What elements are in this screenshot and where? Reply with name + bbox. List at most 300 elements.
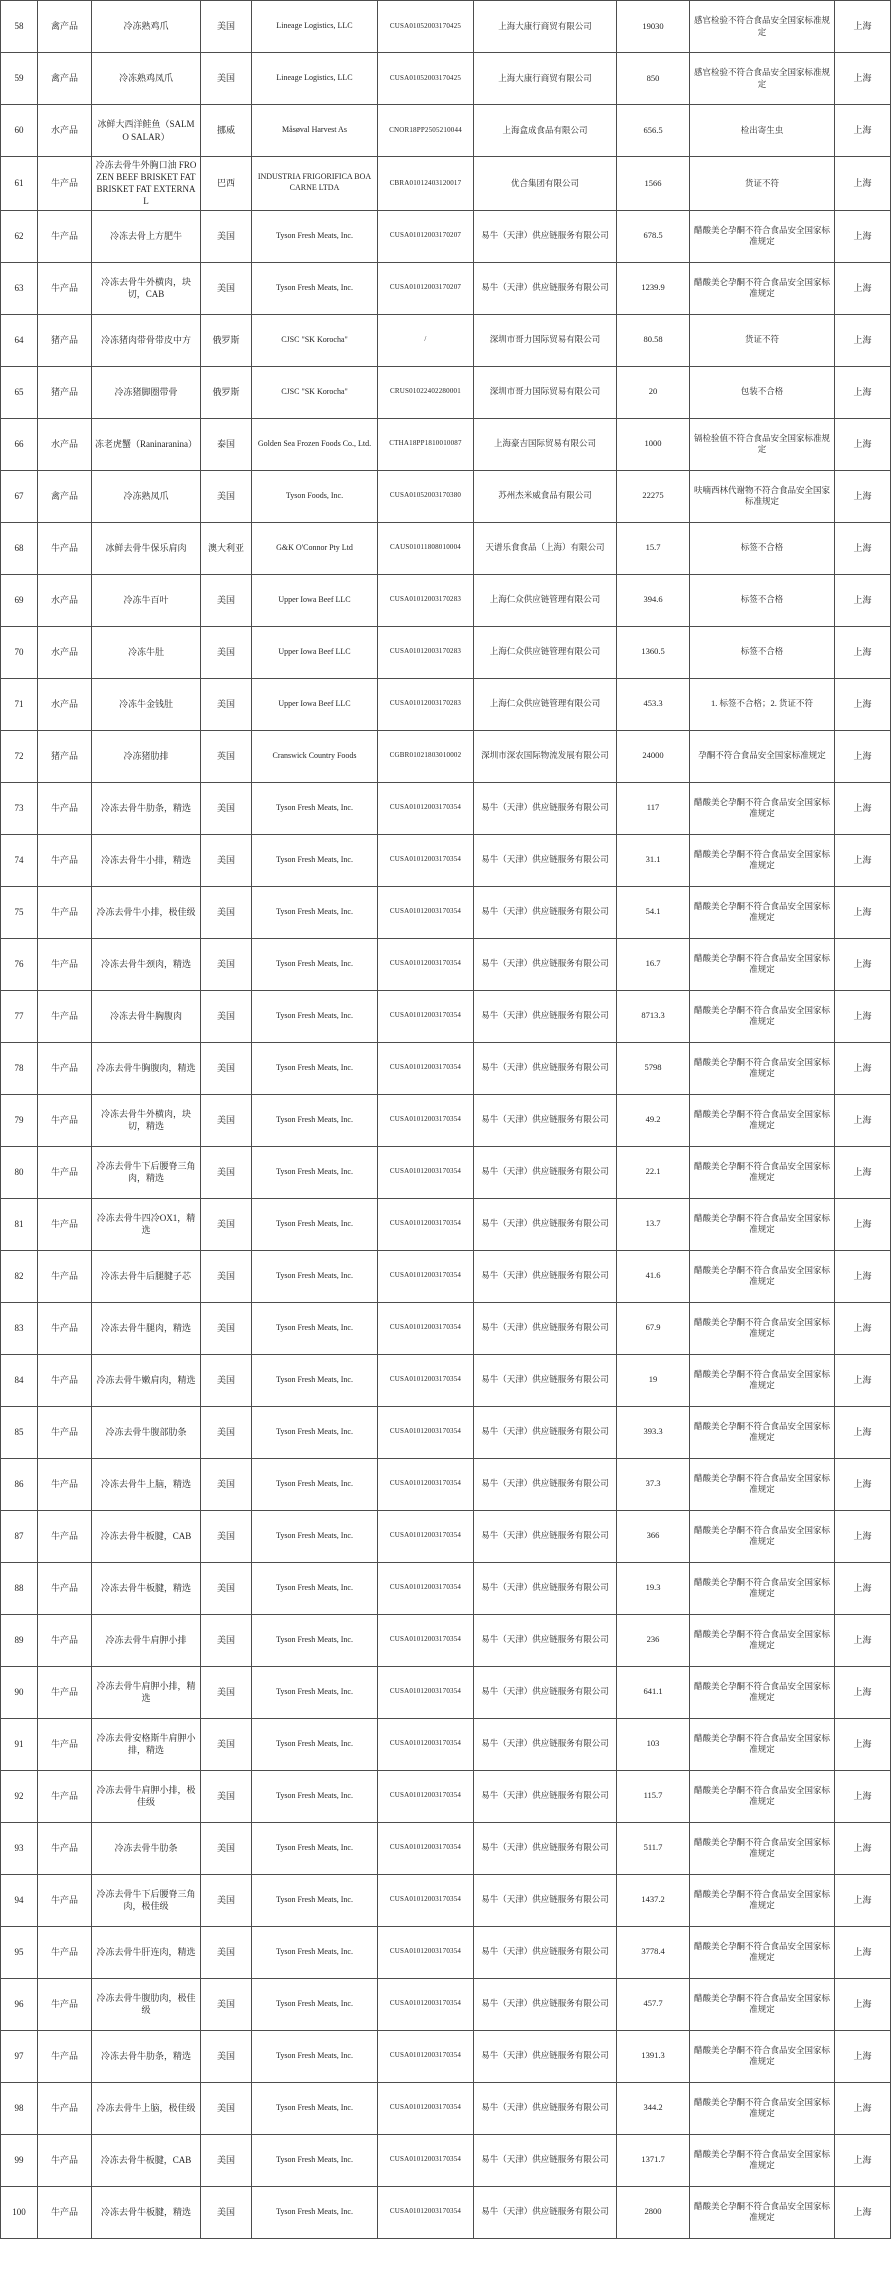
cell-row-number: 64 [1, 314, 38, 366]
cell-product-category: 牛产品 [38, 1666, 92, 1718]
cell-registration-number: CUSA01012003170354 [378, 2082, 474, 2134]
table-row [1, 366, 891, 418]
cell-product-name: 冰鲜去骨牛保乐肩肉 [92, 522, 201, 574]
cell-manufacturer: Lineage Logistics, LLC [252, 1, 378, 53]
cell-quantity: 236 [617, 1614, 690, 1666]
cell-registration-number: CUSA01012003170283 [378, 626, 474, 678]
cell-origin-country: 美国 [201, 2186, 252, 2238]
cell-importer: 易牛（天津）供应链服务有限公司 [474, 2186, 617, 2238]
cell-product-category: 猪产品 [38, 730, 92, 782]
cell-product-name: 冷冻猪肉带骨带皮中方 [92, 314, 201, 366]
cell-entry-port: 上海 [835, 1250, 891, 1302]
cell-origin-country: 美国 [201, 1978, 252, 2030]
cell-origin-country: 美国 [201, 1, 252, 53]
cell-registration-number: CUSA01012003170354 [378, 2134, 474, 2186]
cell-rejection-reason: 标签不合格 [690, 522, 835, 574]
cell-manufacturer: Tyson Fresh Meats, Inc. [252, 1094, 378, 1146]
cell-entry-port: 上海 [835, 1510, 891, 1562]
cell-rejection-reason: 醋酸美仑孕酮不符合食品安全国家标准规定 [690, 938, 835, 990]
cell-row-number: 92 [1, 1770, 38, 1822]
cell-importer: 易牛（天津）供应链服务有限公司 [474, 1250, 617, 1302]
cell-origin-country: 美国 [201, 2030, 252, 2082]
cell-importer: 易牛（天津）供应链服务有限公司 [474, 886, 617, 938]
cell-importer: 易牛（天津）供应链服务有限公司 [474, 1926, 617, 1978]
cell-rejection-reason: 醋酸美仑孕酮不符合食品安全国家标准规定 [690, 1302, 835, 1354]
cell-product-name: 冷冻熟鸡凤爪 [92, 53, 201, 105]
table-row [1, 210, 891, 262]
cell-quantity: 19030 [617, 1, 690, 53]
table-row [1, 2134, 891, 2186]
cell-product-category: 牛产品 [38, 1302, 92, 1354]
table-row [1, 1302, 891, 1354]
table-row [1, 886, 891, 938]
cell-entry-port: 上海 [835, 1, 891, 53]
cell-registration-number: CUSA01012003170354 [378, 834, 474, 886]
cell-product-category: 牛产品 [38, 1978, 92, 2030]
cell-row-number: 96 [1, 1978, 38, 2030]
cell-importer: 易牛（天津）供应链服务有限公司 [474, 1562, 617, 1614]
cell-product-name: 冷冻去骨牛肩胛小排 [92, 1614, 201, 1666]
cell-row-number: 83 [1, 1302, 38, 1354]
cell-rejection-reason: 醋酸美仑孕酮不符合食品安全国家标准规定 [690, 1562, 835, 1614]
cell-entry-port: 上海 [835, 157, 891, 211]
cell-importer: 上海豪吉国际贸易有限公司 [474, 418, 617, 470]
table-row [1, 1250, 891, 1302]
cell-importer: 易牛（天津）供应链服务有限公司 [474, 1042, 617, 1094]
cell-manufacturer: Upper Iowa Beef LLC [252, 626, 378, 678]
cell-product-name: 冷冻熟凤爪 [92, 470, 201, 522]
cell-entry-port: 上海 [835, 53, 891, 105]
cell-product-category: 牛产品 [38, 522, 92, 574]
cell-origin-country: 美国 [201, 2134, 252, 2186]
table-row [1, 262, 891, 314]
cell-product-name: 冷冻去骨牛肋条 [92, 1822, 201, 1874]
table-row [1, 1146, 891, 1198]
cell-row-number: 90 [1, 1666, 38, 1718]
cell-entry-port: 上海 [835, 938, 891, 990]
cell-registration-number: CUSA01012003170354 [378, 1822, 474, 1874]
cell-manufacturer: Tyson Fresh Meats, Inc. [252, 782, 378, 834]
cell-row-number: 80 [1, 1146, 38, 1198]
cell-entry-port: 上海 [835, 2030, 891, 2082]
cell-manufacturer: Tyson Fresh Meats, Inc. [252, 1406, 378, 1458]
cell-entry-port: 上海 [835, 366, 891, 418]
cell-quantity: 1566 [617, 157, 690, 211]
cell-importer: 易牛（天津）供应链服务有限公司 [474, 2134, 617, 2186]
cell-rejection-reason: 醋酸美仑孕酮不符合食品安全国家标准规定 [690, 262, 835, 314]
cell-rejection-reason: 呋喃西林代谢物不符合食品安全国家标准规定 [690, 470, 835, 522]
cell-row-number: 70 [1, 626, 38, 678]
cell-origin-country: 泰国 [201, 418, 252, 470]
cell-product-category: 牛产品 [38, 1562, 92, 1614]
cell-product-category: 牛产品 [38, 1926, 92, 1978]
cell-importer: 易牛（天津）供应链服务有限公司 [474, 1666, 617, 1718]
cell-row-number: 69 [1, 574, 38, 626]
cell-manufacturer: Tyson Fresh Meats, Inc. [252, 1666, 378, 1718]
cell-registration-number: CNOR18PP2505210044 [378, 105, 474, 157]
cell-manufacturer: Tyson Fresh Meats, Inc. [252, 1042, 378, 1094]
cell-row-number: 68 [1, 522, 38, 574]
cell-entry-port: 上海 [835, 1302, 891, 1354]
cell-product-name: 冷冻牛百叶 [92, 574, 201, 626]
cell-rejection-reason: 1. 标签不合格；2. 货证不符 [690, 678, 835, 730]
cell-registration-number: CUSA01012003170354 [378, 2186, 474, 2238]
cell-quantity: 5798 [617, 1042, 690, 1094]
cell-registration-number: CUSA01012003170354 [378, 1718, 474, 1770]
table-row [1, 1666, 891, 1718]
cell-rejection-reason: 醋酸美仑孕酮不符合食品安全国家标准规定 [690, 1094, 835, 1146]
cell-entry-port: 上海 [835, 574, 891, 626]
cell-product-category: 牛产品 [38, 2082, 92, 2134]
cell-quantity: 115.7 [617, 1770, 690, 1822]
cell-product-name: 冷冻去骨牛外胸口油 FROZEN BEEF BRISKET FAT BRISKET FAT EXTERNAL [92, 157, 201, 211]
cell-importer: 易牛（天津）供应链服务有限公司 [474, 1874, 617, 1926]
cell-product-category: 牛产品 [38, 1458, 92, 1510]
cell-product-category: 牛产品 [38, 782, 92, 834]
cell-rejection-reason: 醋酸美仑孕酮不符合食品安全国家标准规定 [690, 1250, 835, 1302]
cell-rejection-reason: 醋酸美仑孕酮不符合食品安全国家标准规定 [690, 1458, 835, 1510]
cell-registration-number: CUSA01012003170354 [378, 1406, 474, 1458]
cell-entry-port: 上海 [835, 834, 891, 886]
cell-manufacturer: CJSC "SK Korocha" [252, 314, 378, 366]
cell-product-category: 水产品 [38, 105, 92, 157]
cell-registration-number: CGBR01021803010002 [378, 730, 474, 782]
cell-product-name: 冻老虎蟹（Raninaranina） [92, 418, 201, 470]
cell-origin-country: 美国 [201, 1146, 252, 1198]
table-row [1, 1978, 891, 2030]
cell-importer: 易牛（天津）供应链服务有限公司 [474, 1978, 617, 2030]
cell-quantity: 15.7 [617, 522, 690, 574]
cell-product-name: 冷冻去骨牛小排，精选 [92, 834, 201, 886]
cell-registration-number: CUSA01012003170354 [378, 782, 474, 834]
cell-importer: 易牛（天津）供应链服务有限公司 [474, 1770, 617, 1822]
cell-origin-country: 美国 [201, 1250, 252, 1302]
cell-entry-port: 上海 [835, 1042, 891, 1094]
cell-rejection-reason: 醋酸美仑孕酮不符合食品安全国家标准规定 [690, 1978, 835, 2030]
cell-product-category: 牛产品 [38, 1770, 92, 1822]
cell-origin-country: 美国 [201, 53, 252, 105]
cell-quantity: 850 [617, 53, 690, 105]
cell-product-category: 牛产品 [38, 2030, 92, 2082]
cell-product-category: 牛产品 [38, 1406, 92, 1458]
cell-product-name: 冷冻牛金钱肚 [92, 678, 201, 730]
cell-row-number: 81 [1, 1198, 38, 1250]
cell-product-category: 牛产品 [38, 938, 92, 990]
table-row [1, 782, 891, 834]
cell-product-category: 禽产品 [38, 1, 92, 53]
cell-registration-number: CUSA01012003170283 [378, 574, 474, 626]
cell-manufacturer: Tyson Fresh Meats, Inc. [252, 886, 378, 938]
cell-manufacturer: Tyson Fresh Meats, Inc. [252, 1614, 378, 1666]
cell-origin-country: 美国 [201, 626, 252, 678]
cell-manufacturer: Tyson Fresh Meats, Inc. [252, 938, 378, 990]
cell-row-number: 91 [1, 1718, 38, 1770]
cell-registration-number: CUSA01012003170283 [378, 678, 474, 730]
cell-quantity: 22275 [617, 470, 690, 522]
table-row [1, 1822, 891, 1874]
cell-manufacturer: Tyson Fresh Meats, Inc. [252, 1354, 378, 1406]
cell-importer: 易牛（天津）供应链服务有限公司 [474, 1822, 617, 1874]
cell-registration-number: CUSA01012003170354 [378, 990, 474, 1042]
cell-row-number: 79 [1, 1094, 38, 1146]
cell-quantity: 1371.7 [617, 2134, 690, 2186]
table-row [1, 990, 891, 1042]
cell-quantity: 393.3 [617, 1406, 690, 1458]
cell-origin-country: 美国 [201, 1354, 252, 1406]
cell-manufacturer: Måsøval Harvest As [252, 105, 378, 157]
cell-importer: 易牛（天津）供应链服务有限公司 [474, 1510, 617, 1562]
cell-entry-port: 上海 [835, 1978, 891, 2030]
cell-manufacturer: Lineage Logistics, LLC [252, 53, 378, 105]
cell-product-category: 水产品 [38, 626, 92, 678]
cell-row-number: 98 [1, 2082, 38, 2134]
cell-manufacturer: Tyson Fresh Meats, Inc. [252, 1458, 378, 1510]
unqualified-food-table-body [1, 1, 891, 2239]
cell-row-number: 62 [1, 210, 38, 262]
table-row [1, 2186, 891, 2238]
cell-product-name: 冷冻去骨牛肩胛小排，精选 [92, 1666, 201, 1718]
cell-importer: 易牛（天津）供应链服务有限公司 [474, 1718, 617, 1770]
table-row [1, 1718, 891, 1770]
table-row [1, 730, 891, 782]
cell-entry-port: 上海 [835, 1822, 891, 1874]
cell-quantity: 80.58 [617, 314, 690, 366]
cell-product-category: 猪产品 [38, 366, 92, 418]
cell-origin-country: 美国 [201, 678, 252, 730]
cell-row-number: 76 [1, 938, 38, 990]
cell-row-number: 82 [1, 1250, 38, 1302]
cell-product-name: 冷冻猪脚圈带骨 [92, 366, 201, 418]
cell-quantity: 20 [617, 366, 690, 418]
cell-product-category: 牛产品 [38, 1354, 92, 1406]
cell-row-number: 60 [1, 105, 38, 157]
cell-importer: 易牛（天津）供应链服务有限公司 [474, 1198, 617, 1250]
cell-product-name: 冷冻去骨牛肩胛小排，极佳级 [92, 1770, 201, 1822]
cell-origin-country: 美国 [201, 2082, 252, 2134]
table-row [1, 314, 891, 366]
cell-rejection-reason: 醋酸美仑孕酮不符合食品安全国家标准规定 [690, 2082, 835, 2134]
cell-product-category: 猪产品 [38, 314, 92, 366]
cell-origin-country: 美国 [201, 574, 252, 626]
cell-product-name: 冷冻去骨牛上脑，极佳级 [92, 2082, 201, 2134]
cell-entry-port: 上海 [835, 1718, 891, 1770]
cell-quantity: 24000 [617, 730, 690, 782]
cell-row-number: 97 [1, 2030, 38, 2082]
cell-rejection-reason: 醋酸美仑孕酮不符合食品安全国家标准规定 [690, 2134, 835, 2186]
cell-importer: 深圳市哥力国际贸易有限公司 [474, 366, 617, 418]
cell-quantity: 678.5 [617, 210, 690, 262]
cell-product-name: 冷冻去骨牛下后腰脊三角肉，精选 [92, 1146, 201, 1198]
cell-product-name: 冷冻去骨牛颈肉，精选 [92, 938, 201, 990]
table-row [1, 1458, 891, 1510]
cell-importer: 易牛（天津）供应链服务有限公司 [474, 2030, 617, 2082]
cell-importer: 上海仁众供应链管理有限公司 [474, 626, 617, 678]
cell-product-name: 冷冻去骨牛板腱，CAB [92, 2134, 201, 2186]
cell-registration-number: CAUS01011808010004 [378, 522, 474, 574]
cell-origin-country: 俄罗斯 [201, 314, 252, 366]
cell-registration-number: CUSA01012003170354 [378, 1354, 474, 1406]
cell-registration-number: CUSA01012003170354 [378, 1978, 474, 2030]
cell-row-number: 63 [1, 262, 38, 314]
cell-registration-number: CUSA01012003170354 [378, 1614, 474, 1666]
cell-importer: 上海盒成食品有限公司 [474, 105, 617, 157]
cell-origin-country: 俄罗斯 [201, 366, 252, 418]
cell-manufacturer: Tyson Fresh Meats, Inc. [252, 1510, 378, 1562]
cell-product-name: 冷冻去骨牛外横肉，块切，精选 [92, 1094, 201, 1146]
cell-rejection-reason: 醋酸美仑孕酮不符合食品安全国家标准规定 [690, 1042, 835, 1094]
cell-rejection-reason: 感官检验不符合食品安全国家标准规定 [690, 1, 835, 53]
cell-row-number: 88 [1, 1562, 38, 1614]
cell-quantity: 344.2 [617, 2082, 690, 2134]
cell-entry-port: 上海 [835, 1926, 891, 1978]
cell-row-number: 66 [1, 418, 38, 470]
cell-origin-country: 英国 [201, 730, 252, 782]
cell-manufacturer: Tyson Fresh Meats, Inc. [252, 2082, 378, 2134]
cell-registration-number: CUSA01012003170354 [378, 1510, 474, 1562]
table-row [1, 1094, 891, 1146]
cell-registration-number: CUSA01012003170354 [378, 1458, 474, 1510]
cell-registration-number: / [378, 314, 474, 366]
cell-registration-number: CUSA01012003170354 [378, 1562, 474, 1614]
cell-entry-port: 上海 [835, 626, 891, 678]
cell-rejection-reason: 醋酸美仑孕酮不符合食品安全国家标准规定 [690, 1666, 835, 1718]
cell-entry-port: 上海 [835, 1874, 891, 1926]
cell-rejection-reason: 醋酸美仑孕酮不符合食品安全国家标准规定 [690, 1510, 835, 1562]
table-row [1, 53, 891, 105]
cell-entry-port: 上海 [835, 2186, 891, 2238]
cell-importer: 优合集团有限公司 [474, 157, 617, 211]
cell-registration-number: CUSA01012003170354 [378, 1146, 474, 1198]
cell-origin-country: 美国 [201, 470, 252, 522]
cell-registration-number: CUSA01012003170354 [378, 1874, 474, 1926]
cell-manufacturer: Tyson Fresh Meats, Inc. [252, 1874, 378, 1926]
cell-registration-number: CBRA01012403120017 [378, 157, 474, 211]
cell-importer: 易牛（天津）供应链服务有限公司 [474, 1302, 617, 1354]
cell-registration-number: CUSA01012003170207 [378, 262, 474, 314]
cell-rejection-reason: 标签不合格 [690, 626, 835, 678]
cell-entry-port: 上海 [835, 1094, 891, 1146]
cell-registration-number: CUSA01012003170354 [378, 1926, 474, 1978]
cell-origin-country: 美国 [201, 1042, 252, 1094]
table-row [1, 1562, 891, 1614]
cell-row-number: 87 [1, 1510, 38, 1562]
cell-manufacturer: Golden Sea Frozen Foods Co., Ltd. [252, 418, 378, 470]
table-row [1, 678, 891, 730]
cell-quantity: 457.7 [617, 1978, 690, 2030]
cell-rejection-reason: 镉检验值不符合食品安全国家标准规定 [690, 418, 835, 470]
cell-registration-number: CRUS01022402280001 [378, 366, 474, 418]
cell-manufacturer: Tyson Fresh Meats, Inc. [252, 834, 378, 886]
table-row [1, 938, 891, 990]
cell-row-number: 95 [1, 1926, 38, 1978]
cell-rejection-reason: 醋酸美仑孕酮不符合食品安全国家标准规定 [690, 1926, 835, 1978]
cell-product-name: 冷冻牛肚 [92, 626, 201, 678]
cell-manufacturer: Tyson Fresh Meats, Inc. [252, 2030, 378, 2082]
cell-rejection-reason: 醋酸美仑孕酮不符合食品安全国家标准规定 [690, 1406, 835, 1458]
table-row [1, 834, 891, 886]
cell-entry-port: 上海 [835, 522, 891, 574]
cell-importer: 易牛（天津）供应链服务有限公司 [474, 1406, 617, 1458]
cell-registration-number: CUSA01012003170354 [378, 2030, 474, 2082]
cell-manufacturer: INDUSTRIA FRIGORIFICA BOA CARNE LTDA [252, 157, 378, 211]
cell-rejection-reason: 醋酸美仑孕酮不符合食品安全国家标准规定 [690, 1822, 835, 1874]
cell-origin-country: 美国 [201, 886, 252, 938]
cell-row-number: 93 [1, 1822, 38, 1874]
cell-registration-number: CUSA01012003170354 [378, 1770, 474, 1822]
cell-product-name: 冷冻去骨牛胸腹肉，精选 [92, 1042, 201, 1094]
cell-quantity: 117 [617, 782, 690, 834]
cell-quantity: 394.6 [617, 574, 690, 626]
cell-rejection-reason: 包装不合格 [690, 366, 835, 418]
cell-product-name: 冷冻去骨牛板腱，CAB [92, 1510, 201, 1562]
table-row [1, 522, 891, 574]
cell-row-number: 86 [1, 1458, 38, 1510]
table-row [1, 1354, 891, 1406]
cell-rejection-reason: 货证不符 [690, 314, 835, 366]
table-row [1, 1614, 891, 1666]
table-row [1, 1406, 891, 1458]
cell-product-category: 牛产品 [38, 1146, 92, 1198]
cell-quantity: 1000 [617, 418, 690, 470]
cell-product-category: 水产品 [38, 418, 92, 470]
cell-rejection-reason: 醋酸美仑孕酮不符合食品安全国家标准规定 [690, 1770, 835, 1822]
cell-row-number: 89 [1, 1614, 38, 1666]
cell-quantity: 8713.3 [617, 990, 690, 1042]
cell-quantity: 19 [617, 1354, 690, 1406]
cell-origin-country: 美国 [201, 1562, 252, 1614]
cell-product-category: 牛产品 [38, 990, 92, 1042]
cell-entry-port: 上海 [835, 105, 891, 157]
cell-product-name: 冷冻去骨牛腹肋肉，极佳级 [92, 1978, 201, 2030]
table-row [1, 2030, 891, 2082]
cell-origin-country: 美国 [201, 1770, 252, 1822]
cell-product-category: 牛产品 [38, 2186, 92, 2238]
cell-origin-country: 美国 [201, 782, 252, 834]
cell-row-number: 94 [1, 1874, 38, 1926]
cell-quantity: 54.1 [617, 886, 690, 938]
cell-product-name: 冷冻去骨牛板腱，精选 [92, 2186, 201, 2238]
cell-importer: 易牛（天津）供应链服务有限公司 [474, 1146, 617, 1198]
cell-importer: 上海仁众供应链管理有限公司 [474, 678, 617, 730]
cell-manufacturer: Tyson Fresh Meats, Inc. [252, 2186, 378, 2238]
cell-manufacturer: Tyson Fresh Meats, Inc. [252, 1770, 378, 1822]
cell-entry-port: 上海 [835, 1770, 891, 1822]
table-row [1, 2082, 891, 2134]
cell-manufacturer: Tyson Fresh Meats, Inc. [252, 1822, 378, 1874]
cell-quantity: 3778.4 [617, 1926, 690, 1978]
cell-rejection-reason: 醋酸美仑孕酮不符合食品安全国家标准规定 [690, 1198, 835, 1250]
cell-entry-port: 上海 [835, 418, 891, 470]
cell-quantity: 453.3 [617, 678, 690, 730]
cell-rejection-reason: 醋酸美仑孕酮不符合食品安全国家标准规定 [690, 2186, 835, 2238]
cell-importer: 深圳市哥力国际贸易有限公司 [474, 314, 617, 366]
cell-product-name: 冷冻去骨牛小排，极佳级 [92, 886, 201, 938]
table-row [1, 1510, 891, 1562]
cell-product-category: 禽产品 [38, 470, 92, 522]
cell-row-number: 74 [1, 834, 38, 886]
cell-rejection-reason: 孕酮不符合食品安全国家标准规定 [690, 730, 835, 782]
cell-quantity: 13.7 [617, 1198, 690, 1250]
cell-origin-country: 美国 [201, 1510, 252, 1562]
cell-entry-port: 上海 [835, 470, 891, 522]
cell-entry-port: 上海 [835, 1406, 891, 1458]
cell-product-category: 水产品 [38, 678, 92, 730]
cell-entry-port: 上海 [835, 262, 891, 314]
cell-manufacturer: Tyson Fresh Meats, Inc. [252, 1198, 378, 1250]
cell-importer: 苏州杰米威食品有限公司 [474, 470, 617, 522]
cell-rejection-reason: 货证不符 [690, 157, 835, 211]
cell-manufacturer: Tyson Fresh Meats, Inc. [252, 210, 378, 262]
